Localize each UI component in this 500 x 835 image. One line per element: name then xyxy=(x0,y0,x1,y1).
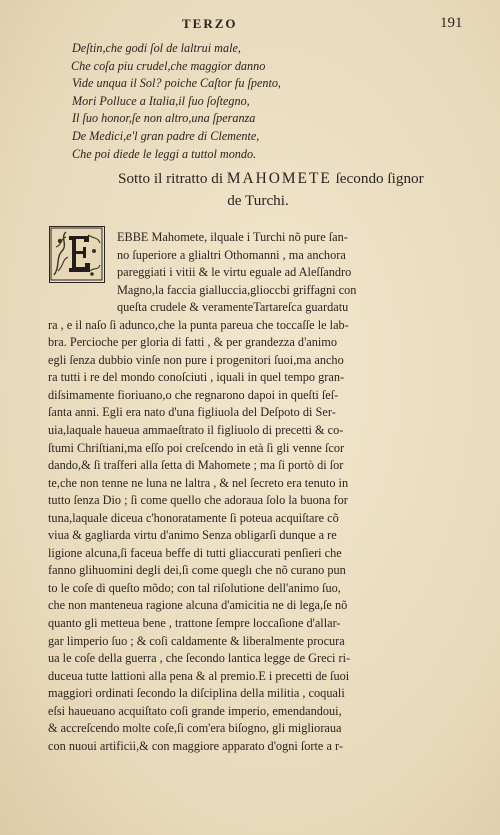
body-line: viua & gagliarda virtu d'animo Senza obligarſi dunque a re xyxy=(48,528,337,543)
body-line: diſsimamente fioriuano,o che regnarono dapoi in queſti ſeſ- xyxy=(48,387,339,402)
heading-prefix: Sotto il ritratto di xyxy=(118,170,224,187)
body-line: duceua tutte lattioni alla pena & al premio.E i precetti de ſuoi xyxy=(48,668,350,683)
body-line: ſtumi Chriſtiani,ma eſſo poi creſcendo in età ſi gli venne ſcor xyxy=(48,440,345,455)
body-line: bra. Percioche per gloria di fatti , & per grandezza d'animo xyxy=(48,335,338,350)
verse-line: Il ſuo honor,ſe non altro,una ſperanza xyxy=(72,111,256,126)
page-number: 191 xyxy=(440,15,463,31)
body-line: & accreſcendo molte coſe,ſi com'era biſogno, gli miglioraua xyxy=(48,721,342,736)
body-line: ua le coſe della guerra , che ſecondo lantica legge de Greci ri- xyxy=(48,651,351,666)
body-line: ra , e il naſo ſi adunco,che la punta pareua che toccaſſe le lab- xyxy=(48,317,349,332)
verse-line: Che coſa piu crudel,che maggior danno xyxy=(71,58,266,73)
running-head xyxy=(0,16,500,32)
body-text xyxy=(0,229,500,755)
heading-line-2: de Turchi. xyxy=(227,192,289,209)
heading-suffix: ſecondo ſignor xyxy=(335,170,424,187)
body-line: tutto ſenza Dio ; ſi come quello che adoraua ſolo la buona for xyxy=(48,493,348,508)
verse-line: Che poi diede le leggi a tuttol mondo. xyxy=(72,146,257,161)
body-line: to le coſe di queſto mõdo; con tal riſolutione dell'animo ſuo, xyxy=(48,580,341,595)
body-line: con nuoui artificii,& con maggiore apparato d'ogni ſorte a r- xyxy=(48,738,343,753)
body-line: che non manteneua ragione alcuna d'amicitia ne di lega,ſe nõ xyxy=(48,598,348,613)
verse-line: Mori Polluce a Italia,il ſuo ſoſtegno, xyxy=(72,93,250,108)
running-title: TERZO xyxy=(182,16,238,31)
body-line: queſta crudele & veramenteTartareſca guardatu xyxy=(117,300,349,315)
body-line: gar limperio ſuo ; & coſi caldamente & liberalmente procura xyxy=(48,633,345,648)
verse-line: Deſtin,che godi ſol de laltrui male, xyxy=(72,41,241,55)
body-line: ſanta anni. Egli era nato d'una figliuola del Deſpoto di Ser- xyxy=(48,405,336,420)
section-heading xyxy=(118,168,424,212)
body-line: Magno,la faccia giallucciа,glioccbi griffagni con xyxy=(117,282,357,297)
verse-line: De Medici,e'l gran padre di Clemente, xyxy=(72,128,260,143)
body-line: uia,laquale haueua ammaeſtrato il figliuolo di precetti & co- xyxy=(48,423,344,438)
heading-line-1 xyxy=(118,168,424,190)
body-line: tuna,laquale diceua c'honoratamente ſi poteua acquiſtare cõ xyxy=(48,510,339,525)
body-line: egli ſenza dubbio vinſe non pure i progenitori ſuoi,ma ancho xyxy=(48,352,344,367)
body-line: ra tutti i re del mondo conoſciuti , iquali in quel tempo gran- xyxy=(48,370,345,385)
body-line: eſsi haueuano acquiſtato coſi grande imperio, emendandoui, xyxy=(48,703,342,718)
body-line: te,che non tenne ne luna ne laltra , & nel ſecreto era tenuto in xyxy=(48,475,349,490)
body-line: ligione alcuna,ſi faceua beffe di tutti gliaccurati penſieri che xyxy=(48,545,342,560)
body-line: pareggiati i vitii & le virtu eguale ad Aleſſandro xyxy=(117,265,352,280)
heading-name: MAHOMETE xyxy=(226,170,332,187)
verse-block xyxy=(72,40,402,163)
verse-line: Vide unqua il Sol? poiche Caſtor fu ſpento, xyxy=(72,76,281,91)
body-line: no ſuperiore a glialtri Othomanni , ma anchora xyxy=(117,247,346,262)
body-line: EBBE Mahomete, ilquale i Turchi nõ pure ſan- xyxy=(117,230,348,244)
body-line: maggiori ordinati ſecondo la diſciplina della militia , coquali xyxy=(48,686,345,701)
body-line: fanno glihuomini degli dei,ſi come queglı che nõ curano pun xyxy=(48,563,346,578)
body-line: dando,& ſi traſferi alla ſetta di Mahomete ; ma ſi portò di ſor xyxy=(48,458,344,473)
body-line: quanto gli metteua bene , trattone ſempre loccaſione d'allar- xyxy=(48,616,341,631)
